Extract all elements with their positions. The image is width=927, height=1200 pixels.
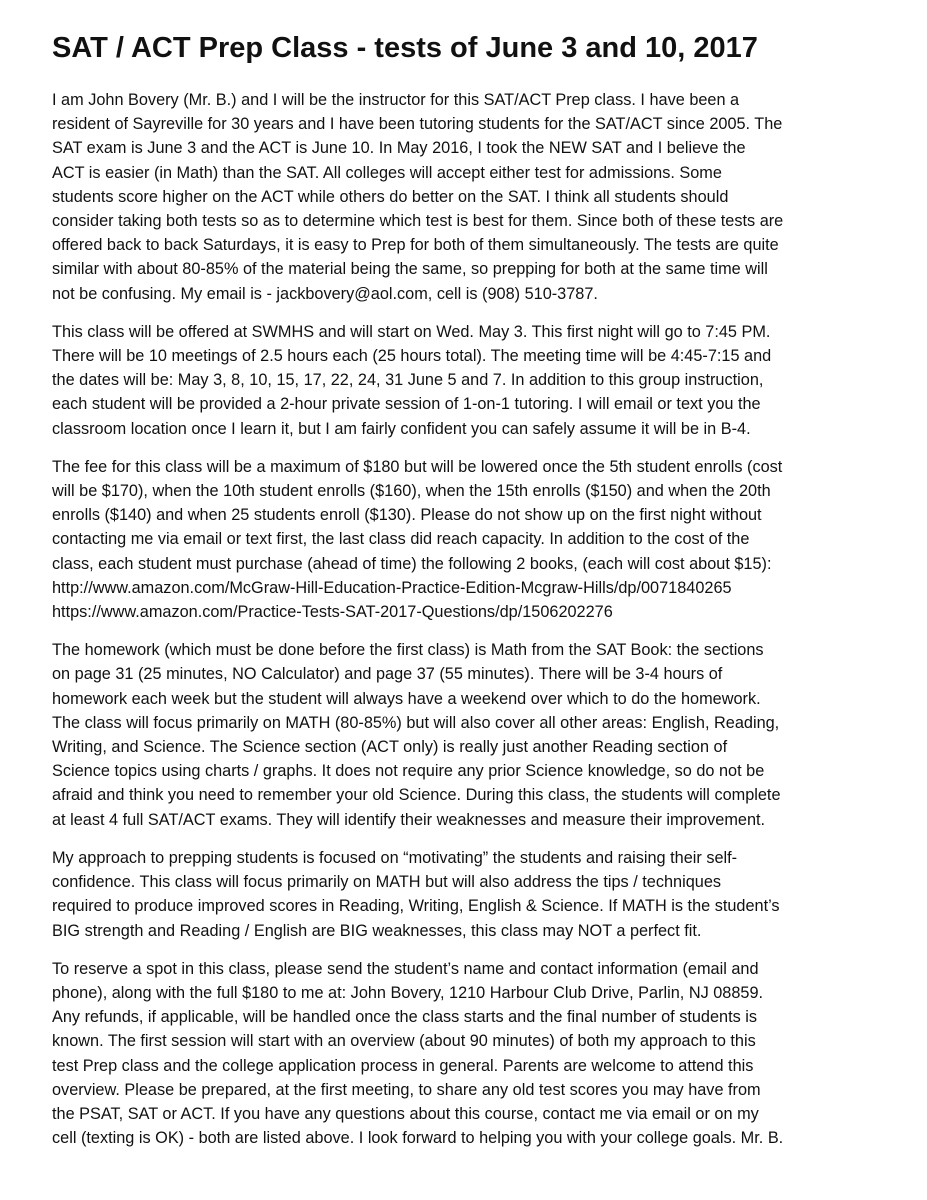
text-line: I am John Bovery (Mr. B.) and I will be the instructor for this SAT/ACT Prep class. I have been a xyxy=(52,91,740,109)
paragraph-fee xyxy=(52,455,882,624)
page-title: SAT / ACT Prep Class - tests of June 3 and 10, 2017 xyxy=(52,32,758,64)
text-line: SAT exam is June 3 and the ACT is June 10. In May 2016, I took the NEW SAT and I believe the xyxy=(52,139,746,158)
text-line: at least 4 full SAT/ACT exams. They will identify their weaknesses and measure their improvement. xyxy=(52,810,766,829)
text-line: will be $170), when the 10th student enrolls ($160), when the 15th enrolls ($150) and when the 20th xyxy=(52,482,771,501)
paragraph-intro xyxy=(52,88,882,306)
text-line: resident of Sayreville for 30 years and I have been tutoring students for the SAT/ACT since 2005. The xyxy=(52,115,783,134)
text-line: classroom location once I learn it, but I am fairly confident you can safely assume it will be in B-4. xyxy=(52,419,751,438)
text-line: on page 31 (25 minutes, NO Calculator) and page 37 (55 minutes). There will be 3-4 hours of xyxy=(52,665,723,684)
text-line: class, each student must purchase (ahead of time) the following 2 books, (each will cost about $15): xyxy=(52,554,772,573)
text-line: To reserve a spot in this class, please send the student’s name and contact information (email and xyxy=(52,959,759,978)
text-line: enrolls ($140) and when 25 students enroll ($130). Please do not show up on the first night without xyxy=(52,506,762,525)
text-line: required to produce improved scores in Reading, Writing, English & Science. If MATH is the student’s xyxy=(52,897,780,916)
text-line: The fee for this class will be a maximum of $180 but will be lowered once the 5th student enrolls (cost xyxy=(52,457,783,476)
text-line: offered back to back Saturdays, it is easy to Prep for both of them simultaneously. The tests are quite xyxy=(52,236,779,255)
text-line: consider taking both tests so as to determine which test is best for them. Since both of these tests are xyxy=(52,212,784,231)
text-line: Science topics using charts / graphs. It does not require any prior Science knowledge, so do not be xyxy=(52,762,765,781)
text-line: ACT is easier (in Math) than the SAT. All colleges will accept either test for admissions. Some xyxy=(52,163,722,182)
text-line: confidence. This class will focus primarily on MATH but will also address the tips / techniques xyxy=(52,873,722,892)
book-url-2: https://www.amazon.com/Practice-Tests-SAT-2017-Questions/dp/1506202276 xyxy=(52,603,613,622)
text-line: similar with about 80-85% of the material being the same, so prepping for both at the same time will xyxy=(52,260,768,279)
text-line: Any refunds, if applicable, will be handled once the class starts and the final number of students is xyxy=(52,1008,758,1027)
text-line: each student will be provided a 2-hour private session of 1-on-1 tutoring. I will email or text you the xyxy=(52,395,761,414)
paragraph-approach xyxy=(52,846,882,943)
text-line: phone), along with the full $180 to me at: John Bovery, 1210 Harbour Club Drive, Parlin, NJ 08859. xyxy=(52,983,764,1002)
text-line: homework each week but the student will always have a weekend over which to do the homework. xyxy=(52,689,761,708)
text-line: Writing, and Science. The Science section (ACT only) is really just another Reading section of xyxy=(52,738,728,757)
text-line: BIG strength and Reading / English are BIG weaknesses, this class may NOT a perfect fit. xyxy=(52,921,702,940)
paragraph-homework xyxy=(52,638,882,832)
text-line: My approach to prepping students is focused on “motivating” the students and raising their self- xyxy=(52,848,738,867)
text-line: the dates will be: May 3, 8, 10, 15, 17, 22, 24, 31 June 5 and 7. In addition to this group instruction, xyxy=(52,371,764,390)
text-line: not be confusing. My email is - jackbovery@aol.com, cell is (908) 510-3787. xyxy=(52,284,598,303)
paragraph-reserve xyxy=(52,957,882,1151)
text-line: contacting me via email or text first, the last class did reach capacity. In addition to the cost of the xyxy=(52,530,750,549)
document-page xyxy=(52,30,882,1164)
text-line: known. The first session will start with an overview (about 90 minutes) of both my approach to this xyxy=(52,1032,756,1051)
text-line: cell (texting is OK) - both are listed above. I look forward to helping you with your college goals. Mr. B. xyxy=(52,1129,784,1148)
text-line: This class will be offered at SWMHS and will start on Wed. May 3. This first night will go to 7:45 PM. xyxy=(52,322,771,341)
text-line: test Prep class and the college application process in general. Parents are welcome to attend this xyxy=(52,1056,754,1075)
text-line: The class will focus primarily on MATH (80-85%) but will also cover all other areas: English, Reading, xyxy=(52,713,780,732)
book-url-1: http://www.amazon.com/McGraw-Hill-Education-Practice-Edition-Mcgraw-Hills/dp/0071840265 xyxy=(52,578,732,597)
text-line: There will be 10 meetings of 2.5 hours each (25 hours total). The meeting time will be 4:45-7:15 and xyxy=(52,347,772,366)
text-line: the PSAT, SAT or ACT. If you have any questions about this course, contact me via email or on my xyxy=(52,1104,759,1123)
text-line: students score higher on the ACT while others do better on the SAT. I think all students should xyxy=(52,187,729,206)
paragraph-schedule xyxy=(52,320,882,441)
text-line: afraid and think you need to remember your old Science. During this class, the students will complete xyxy=(52,786,781,805)
text-line: overview. Please be prepared, at the first meeting, to share any old test scores you may have from xyxy=(52,1080,761,1099)
text-line: The homework (which must be done before the first class) is Math from the SAT Book: the sections xyxy=(52,641,764,660)
